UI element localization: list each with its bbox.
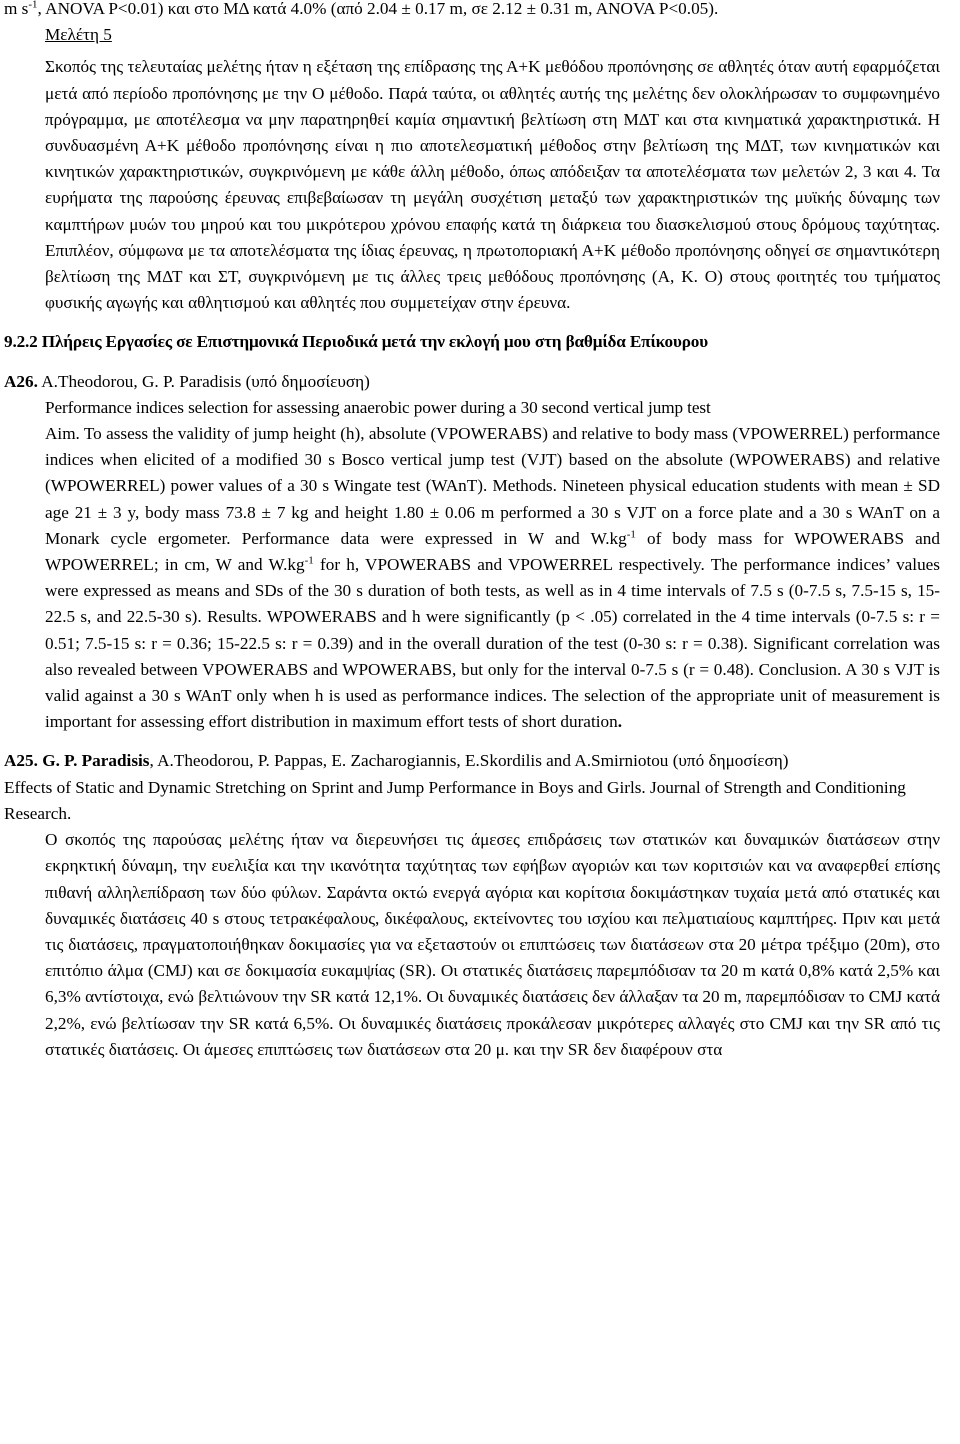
a26-title: Performance indices selection for assessing anaerobic power during a 30 second vertical jump test (45, 397, 711, 417)
spacer (4, 356, 940, 369)
a26-citation (4, 369, 940, 395)
continuation-text-end: , ANOVA P<0.01) και στο ΜΔ κατά 4.0% (από 2.04 ± 0.17 m, σε 2.12 ± 0.31 m, ANOVA P<0.05). (37, 0, 719, 18)
a26-abstract-part-1: Aim. To assess the validity of jump height (h), absolute (VPOWERABS) and relative to body mass (VPOWERREL) performance indices when elicited of a modified 30 s Bosco vertical jump test (VJT) based on the absolute (WPOWERABS) and relative (WPOWERREL) power values of a 30 s Wingate test (WAnT). Methods. Nineteen physical education students with mean ± SD age 21 ± 3 y, body mass 73.8 ± 7 kg and height 1.80 ± 0.06 m performed a 30 s VJT on a force plate and a 30 s WAnT on a Monark cycle ergometer. Performance data were expressed in W and W.kg (45, 424, 940, 548)
continuation-text-start: m s (4, 0, 29, 18)
section-heading: 9.2.2 Πλήρεις Εργασίες σε Επιστημονικά Περιοδικά μετά την εκλογή μου στη βαθμίδα Επίκουρου (4, 332, 709, 352)
a26-authors: A.Theodorou, G. P. Paradisis (υπό δημοσίευση) (37, 371, 370, 391)
a25-citation (4, 748, 940, 774)
a26-abstract-part-2: of body mass for WPOWERABS and WPOWERREL; in cm, W and W.kg (45, 528, 940, 575)
a25-abstract: Ο σκοπός της παρούσας μελέτης ήταν να διερευνήσει τις άμεσες επιδράσεις των στατικών και δυναμικών διατάσεων στην εκρηκτική δύναμη, την ευελιξία και την ικανότητα ταχύτητας των εφήβων αγοριών και των κοριτσιών και να αναφερθεί επίσης πιθανή αλληλεπίδραση των δύο φύλων. Σαράντα οκτώ ενεργά αγόρια και κορίτσια δοκιμάστηκαν τυχαία μετά από στατικές και δυναμικές διατάσεις 40 s στους τετρακέφαλους, δικέφαλους, εκτείνοντες του ισχίου και πελματιαίους καμπτήρες. Πριν και μετά τις διατάσεις, πραγματοποιήθηκαν δοκιμασίες για να εξεταστούν οι επιπτώσεις των διατάσεων στα 20 μέτρα τρέξιμο (20m), στο επιτόπιο άλμα (CMJ) και σε δοκιμασία ευκαμψίας (SR). Οι στατικές διατάσεις παρεμπόδισαν τα 20 m κατά 0,8% κατά 2,5% και 6,3% αντίστοιχα, ενώ βελτιώνουν την SR κατά 12,1%. Οι δυναμικές διατάσεις δεν άλλαξαν τα 20 m, παρεμπόδισαν το CMJ κατά 2,2%, ενώ βελτίωσαν την SR κατά 6,5%. Οι δυναμικές διατάσεις προκάλεσαν μικρότερες αλλαγές στο CMJ και την SR από τις στατικές διατάσεις. Οι άμεσες επιπτώσεις των διατάσεων στα 20 μ. και την SR δεν διαφέρουν στα (45, 830, 940, 1059)
a26-abstract-part-3: for h, VPOWERABS and VPOWERREL respectively. The performance indices’ values were expressed as means and SDs of the 30 s duration of both tests, as well as in 4 time intervals of 7.5 s (0-7.5 s, 7.5-15 s, 15-22.5 s, and 22.5-30 s). Results. WPOWERABS and h were significantly (p < .05) correlated in the 4 time intervals (0-7.5 s: r = 0.51; 7.5-15 s: r = 0.36; 15-22.5 s: r = 0.39) and in the overall duration of the test (0-30 s: r = 0.38). Significant correlation was also revealed between VPOWERABS and WPOWERABS, but only for the interval 0-7.5 s (r = 0.48). Conclusion. A 30 s VJT is valid against a 30 s WAnT only when h is used as performance indices. The selection of the appropriate unit of measurement is important for assessing effort distribution in maximum effort tests of short duration (45, 555, 940, 732)
spacer (4, 316, 940, 329)
a25-title: Effects of Static and Dynamic Stretching on Sprint and Jump Performance in Boys and Girls. Journal of Strength and Conditioning Research. (4, 777, 906, 823)
document-page (4, 0, 940, 1063)
continuation-line (4, 0, 940, 22)
study-title: Μελέτη 5 (45, 25, 112, 45)
a26-abstract-period: . (617, 712, 622, 732)
a25-id: A25. G. P. Paradisis (4, 751, 150, 771)
a26-id: A26. (4, 371, 38, 391)
a26-abstract (4, 421, 940, 735)
study-paragraph: Σκοπός της τελευταίας μελέτης ήταν η εξέταση της επίδρασης της Α+Κ μεθόδου προπόνησης σε αθλητές όταν αυτή εφαρμόζεται μετά από περίοδο προπόνησης με την Ο μέθοδο. Παρά ταύτα, οι αθλητές αυτής της μελέτης δεν ολοκλήρωσαν το συμφωνημένο πρόγραμμα, με αποτέλεσμα να μην παρατηρηθεί καμία σημαντική βελτίωση στη ΜΔΤ και στα κινηματικά χαρακτηριστικά. Η συνδυασμένη Α+Κ μέθοδο προπόνησης είναι η πιο αποτελεσματική μέθοδος στην βελτίωση της ΜΔΤ, των κινηματικών και κινητικών χαρακτηριστικών, συγκρινόμενη με κάθε άλλη μέθοδο, όπως απόδειξαν τα αποτελέσματα των μελετών 2, 3 και 4. Τα ευρήματα της παρούσης έρευνας επιβεβαίωσαν τη μεγάλη συσχέτιση μεταξύ των χαρακτηριστικών της μυϊκής δύναμης των καμπτήρων μυών του μηρού και του μικρότερου χρόνου επαφής κατά τη διάρκεια του διασκελισμού στους δρόμους ταχύτητας. Επιπλέον, σύμφωνα με τα αποτελέσματα της ίδιας έρευνας, η πρωτοποριακή Α+Κ μέθοδο προπόνησης οδηγεί σε σημαντικότερη βελτίωση της ΜΔΤ και ΣΤ, συγκρινόμενη με τις άλλες τρεις μεθόδους προπόνησης (Α, Κ. Ο) στους φοιτητές του τμήματος φυσικής αγωγής και αθλητισμού και αθλητές που συμμετείχαν στην έρευνα. (45, 57, 940, 313)
spacer (4, 735, 940, 748)
superscript-exponent: -1 (28, 0, 38, 11)
superscript-exponent: -1 (626, 528, 636, 541)
a25-authors: , A.Theodorou, P. Pappas, E. Zacharogiannis, E.Skordilis and A.Smirniotou (υπό δημοσίεση) (149, 751, 789, 771)
superscript-exponent: -1 (304, 554, 314, 567)
